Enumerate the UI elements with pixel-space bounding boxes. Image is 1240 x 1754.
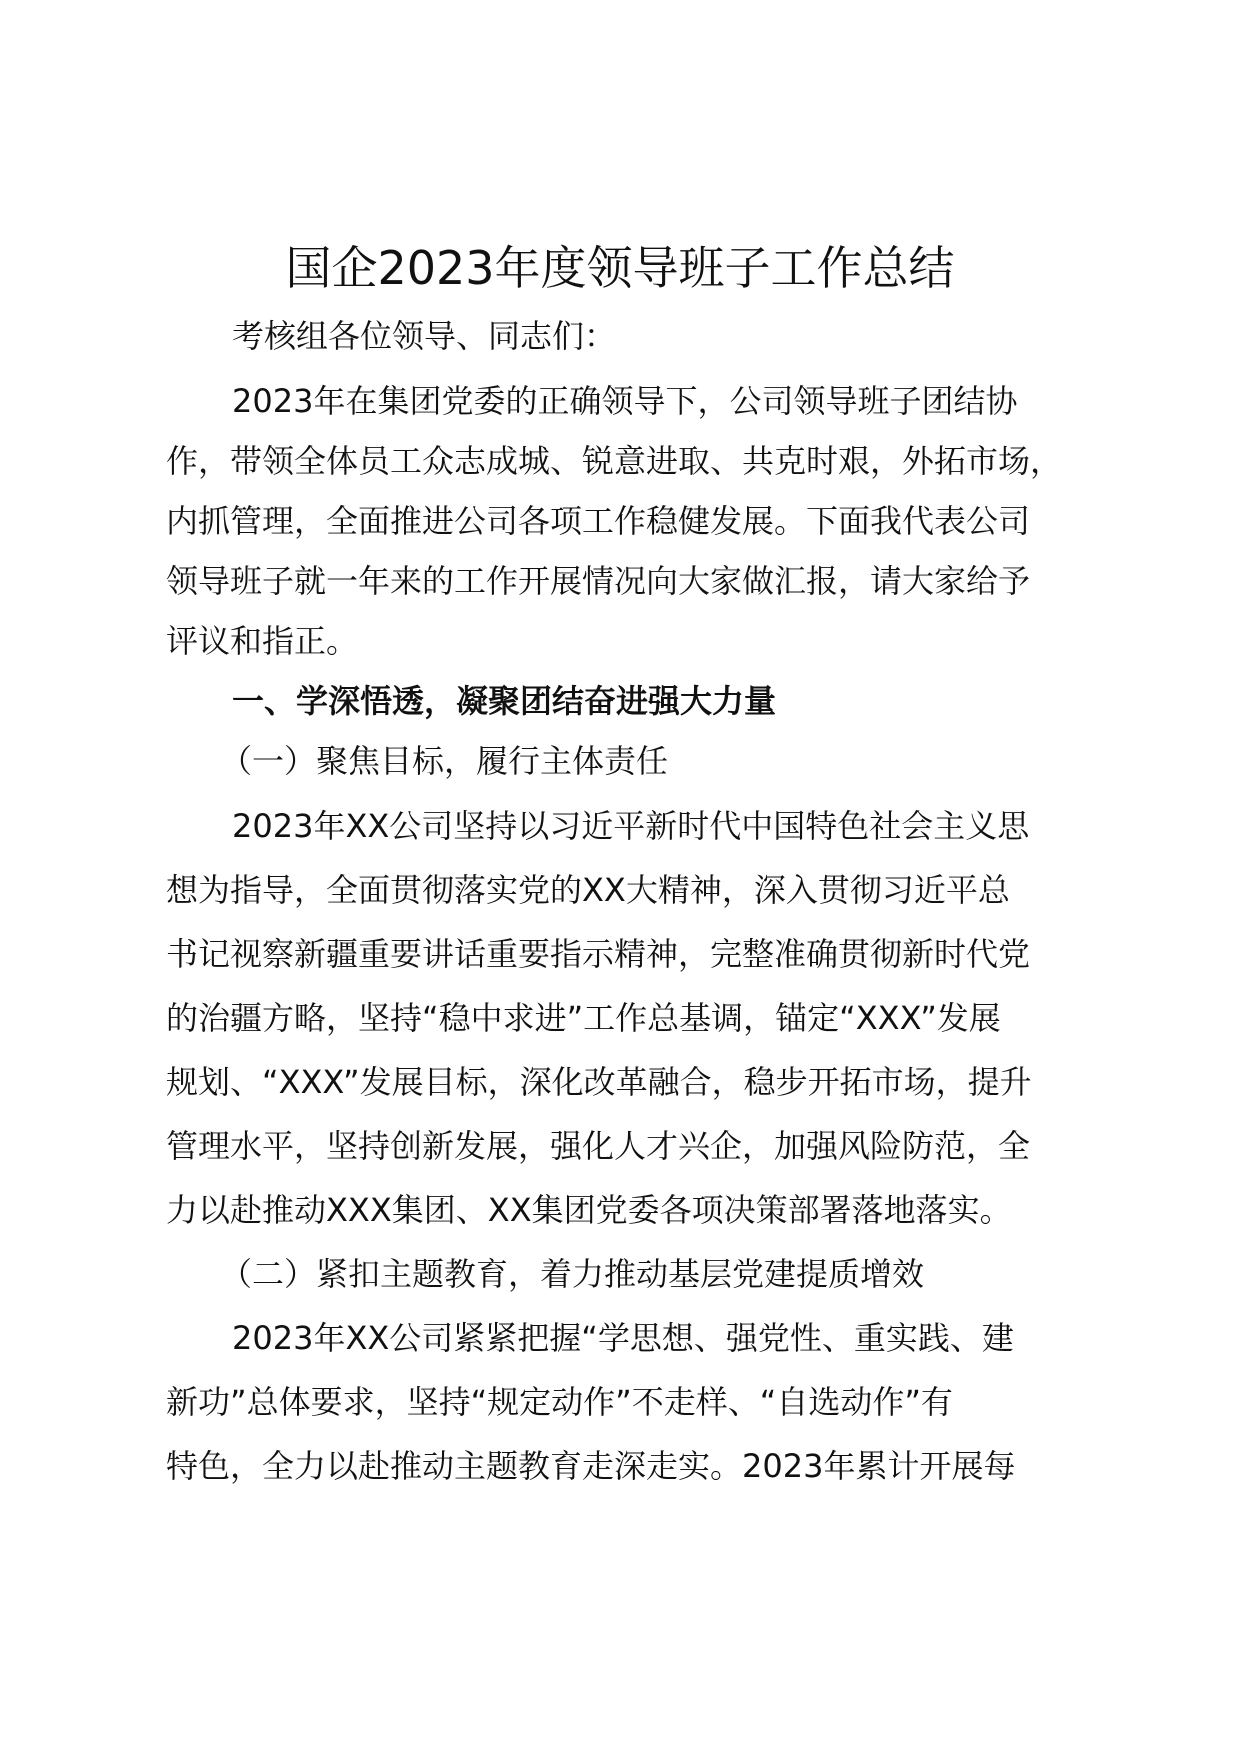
subheading-1: （一）聚焦目标，履行主体责任 xyxy=(220,742,669,780)
paragraph-3-line-3: 特色，全力以赴推动主题教育走深走实。2023年累计开展每 xyxy=(166,1447,1016,1485)
paragraph-2-line-7: 力以赴推动XXX集团、XX集团党委各项决策部署落地落实。 xyxy=(166,1191,1012,1229)
paragraph-1-line-4: 领导班子就一年来的工作开展情况向大家做汇报，请大家给予 xyxy=(166,562,1031,600)
document-title: 国企2023年度领导班子工作总结 xyxy=(285,241,955,295)
paragraph-1-line-2: 作，带领全体员工众志成城、锐意进取、共克时艰，外拓市场， xyxy=(166,442,1063,480)
paragraph-2-line-5: 规划、“XXX”发展目标，深化改革融合，稳步开拓市场，提升 xyxy=(166,1063,1032,1101)
section-heading-1: 一、学深悟透，凝聚团结奋进强大力量 xyxy=(232,682,777,720)
paragraph-3-line-2: 新功”总体要求，坚持“规定动作”不走样、“自选动作”有 xyxy=(166,1383,953,1421)
paragraph-2-line-4: 的治疆方略，坚持“稳中求进”工作总基调，锚定“XXX”发展 xyxy=(166,999,1001,1037)
salutation: 考核组各位领导、同志们： xyxy=(232,317,617,355)
paragraph-1-line-5: 评议和指正。 xyxy=(166,622,359,660)
paragraph-1-line-1: 2023年在集团党委的正确领导下，公司领导班子团结协 xyxy=(232,382,1018,420)
paragraph-3-line-1: 2023年XX公司紧紧把握“学思想、强党性、重实践、建 xyxy=(232,1319,1014,1357)
subheading-2: （二）紧扣主题教育，着力推动基层党建提质增效 xyxy=(220,1255,925,1293)
paragraph-1-line-3: 内抓管理，全面推进公司各项工作稳健发展。下面我代表公司 xyxy=(166,502,1031,540)
paragraph-2-line-3: 书记视察新疆重要讲话重要指示精神，完整准确贯彻新时代党 xyxy=(166,935,1031,973)
paragraph-2-line-6: 管理水平，坚持创新发展，强化人才兴企，加强风险防范，全 xyxy=(166,1127,1031,1165)
paragraph-2-line-2: 想为指导，全面贯彻落实党的XX大精神，深入贯彻习近平总 xyxy=(166,871,1010,909)
paragraph-2-line-1: 2023年XX公司坚持以习近平新时代中国特色社会主义思 xyxy=(232,807,1030,845)
